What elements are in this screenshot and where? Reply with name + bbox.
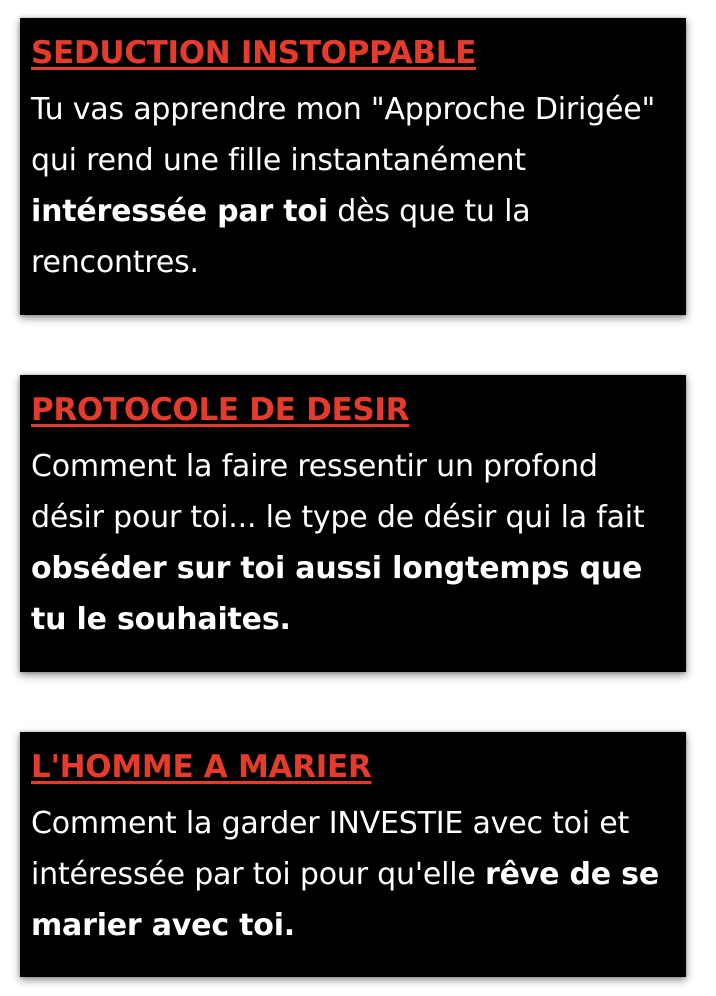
feature-card-marriage [20, 732, 686, 977]
card-text-bold: rêve de se marier avec toi. [31, 857, 659, 943]
card-title: PROTOCOLE DE DESIR [31, 392, 410, 428]
card-text-bold: obséder sur toi aussi longtemps que tu le souhaites. [31, 551, 643, 637]
card-description [31, 441, 674, 645]
card-text-start: Comment la garder INVESTIE avec toi et intéressée par toi pour qu'elle [31, 806, 630, 892]
card-text-start: Comment la faire ressentir un profond désir pour toi... le type de désir qui la fait [31, 449, 645, 535]
feature-card-desire [20, 375, 686, 672]
feature-card-seduction [20, 18, 686, 315]
card-text-bold: intéressée par toi [31, 194, 328, 229]
card-text-start: Tu vas apprendre mon "Approche Dirigée" qui rend une fille instantanément [31, 92, 656, 178]
card-text-end: dès que tu la rencontres. [31, 194, 531, 280]
card-description [31, 798, 674, 951]
card-title: SEDUCTION INSTOPPABLE [31, 35, 477, 71]
card-title: L'HOMME A MARIER [31, 749, 372, 785]
card-description [31, 84, 674, 288]
